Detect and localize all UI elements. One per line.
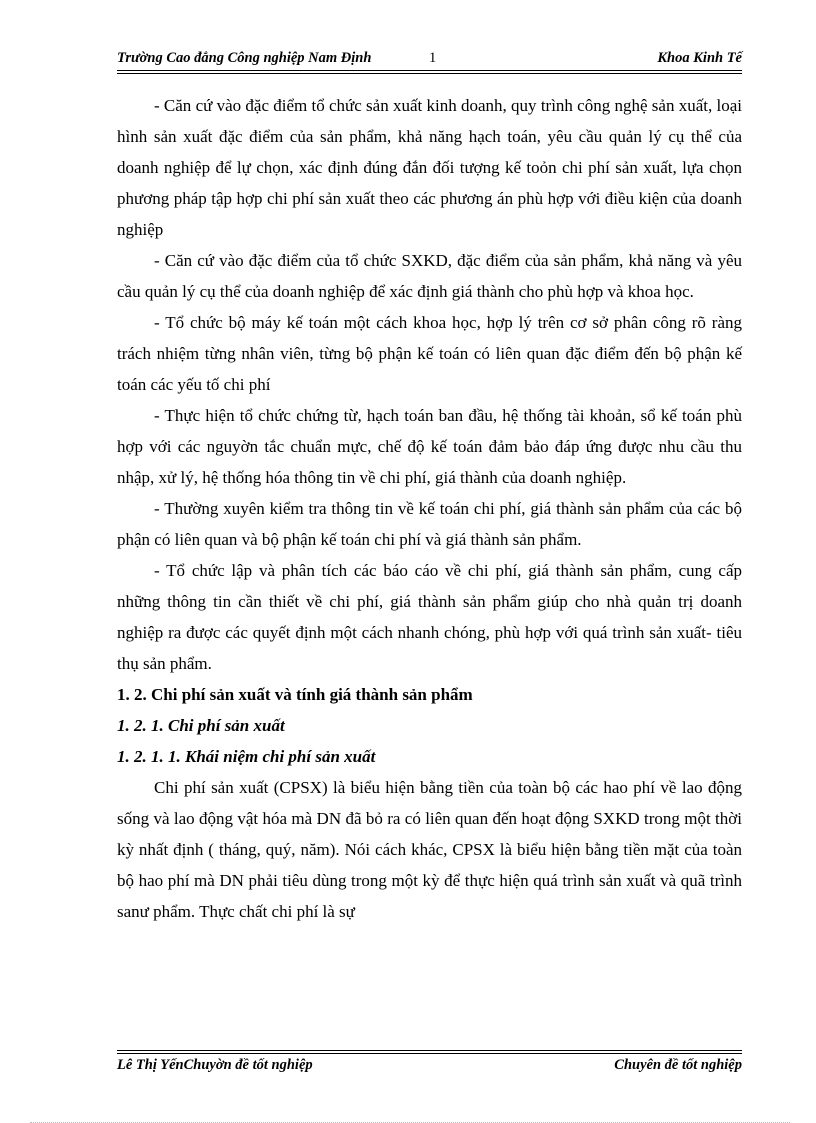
subsection-heading: 1. 2. 1. Chi phí sản xuất (117, 716, 285, 735)
definition-paragraph: Chi phí sản xuất (CPSX) là biểu hiện bằng tiền của toàn bộ các hao phí về lao động sống và lao động vật hóa mà DN đã bỏ ra có liên quan đến hoạt động SXKD trong một thời kỳ nhất định ( tháng, quý, năm). Nói cách khác, CPSX là biểu hiện bằng tiền mặt của toàn bộ hao phí mà DN phải tiêu dùng trong một kỳ để thực hiện quá trình sản xuất và quã trình sanư phẩm. Thực chất chi phí là sự (117, 778, 742, 921)
paragraph-6: - Tổ chức lập và phân tích các báo cáo về chi phí, giá thành sản phẩm, cung cấp những thông tin cần thiết về chi phí, giá thành sản phẩm giúp cho nhà quản trị doanh nghiệp ra được các quyết định một cách nhanh chóng, phù hợp với quá trình sản xuất- tiêu thụ sản phẩm. (117, 561, 742, 673)
footer-author: Lê Thị YếnChuyờn đề tốt nghiệp (117, 1057, 313, 1073)
header-school: Trường Cao đẳng Công nghiệp Nam Định (117, 50, 372, 66)
paragraph-4: - Thực hiện tổ chức chứng từ, hạch toán ban đầu, hệ thống tài khoản, sổ kế toán phù hợp với các nguyờn tắc chuẩn mực, chế độ kế toán đảm bảo đáp ứng được nhu cầu thu nhập, xử lý, hệ thống hóa thông tin về chi phí, giá thành của doanh nghiệp. (117, 406, 742, 487)
header-page-number: 1 (429, 50, 437, 66)
subsubsection-heading: 1. 2. 1. 1. Khái niệm chi phí sản xuất (117, 747, 376, 766)
paragraph-3: - Tổ chức bộ máy kế toán một cách khoa học, hợp lý trên cơ sở phân công rõ ràng trách nhiệm từng nhân viên, từng bộ phận kế toán có liên quan đặc điểm đến bộ phận kế toán các yếu tố chi phí (117, 313, 742, 394)
paragraph-1: - Căn cứ vào đặc điểm tổ chức sản xuất kinh doanh, quy trình công nghệ sản xuất, loại hình sản xuất đặc điểm của sản phẩm, khả năng hạch toán, yêu cầu quản lý cụ thể của doanh nghiệp để lự chọn, xác định đúng đắn đối tượng kế toỏn chi phí sản xuất, lựa chọn phương pháp tập hợp chi phí sản xuất theo các phương án phù hợp với điều kiện của doanh nghiệp (117, 96, 742, 239)
footer-rule (117, 1050, 742, 1051)
header-rule (117, 70, 742, 71)
page-header (117, 50, 742, 70)
section-heading: 1. 2. Chi phí sản xuất và tính giá thành sản phẩm (117, 685, 473, 704)
document-body (117, 90, 742, 927)
header-faculty: Khoa Kinh Tế (657, 50, 742, 66)
page-footer (117, 1057, 742, 1077)
paragraph-2: - Căn cứ vào đặc điểm của tổ chức SXKD, đặc điểm của sản phẩm, khả năng và yêu cầu quản lý cụ thể của doanh nghiệp để xác định giá thành cho phù hợp và khoa học. (117, 251, 742, 301)
footer-rule-double (117, 1053, 742, 1054)
header-rule-double (117, 73, 742, 74)
footer-title: Chuyên đề tốt nghiệp (614, 1057, 742, 1073)
paragraph-5: - Thường xuyên kiểm tra thông tin về kế toán chi phí, giá thành sản phẩm của các bộ phận có liên quan và bộ phận kế toán chi phí và giá thành sản phẩm. (117, 499, 742, 549)
